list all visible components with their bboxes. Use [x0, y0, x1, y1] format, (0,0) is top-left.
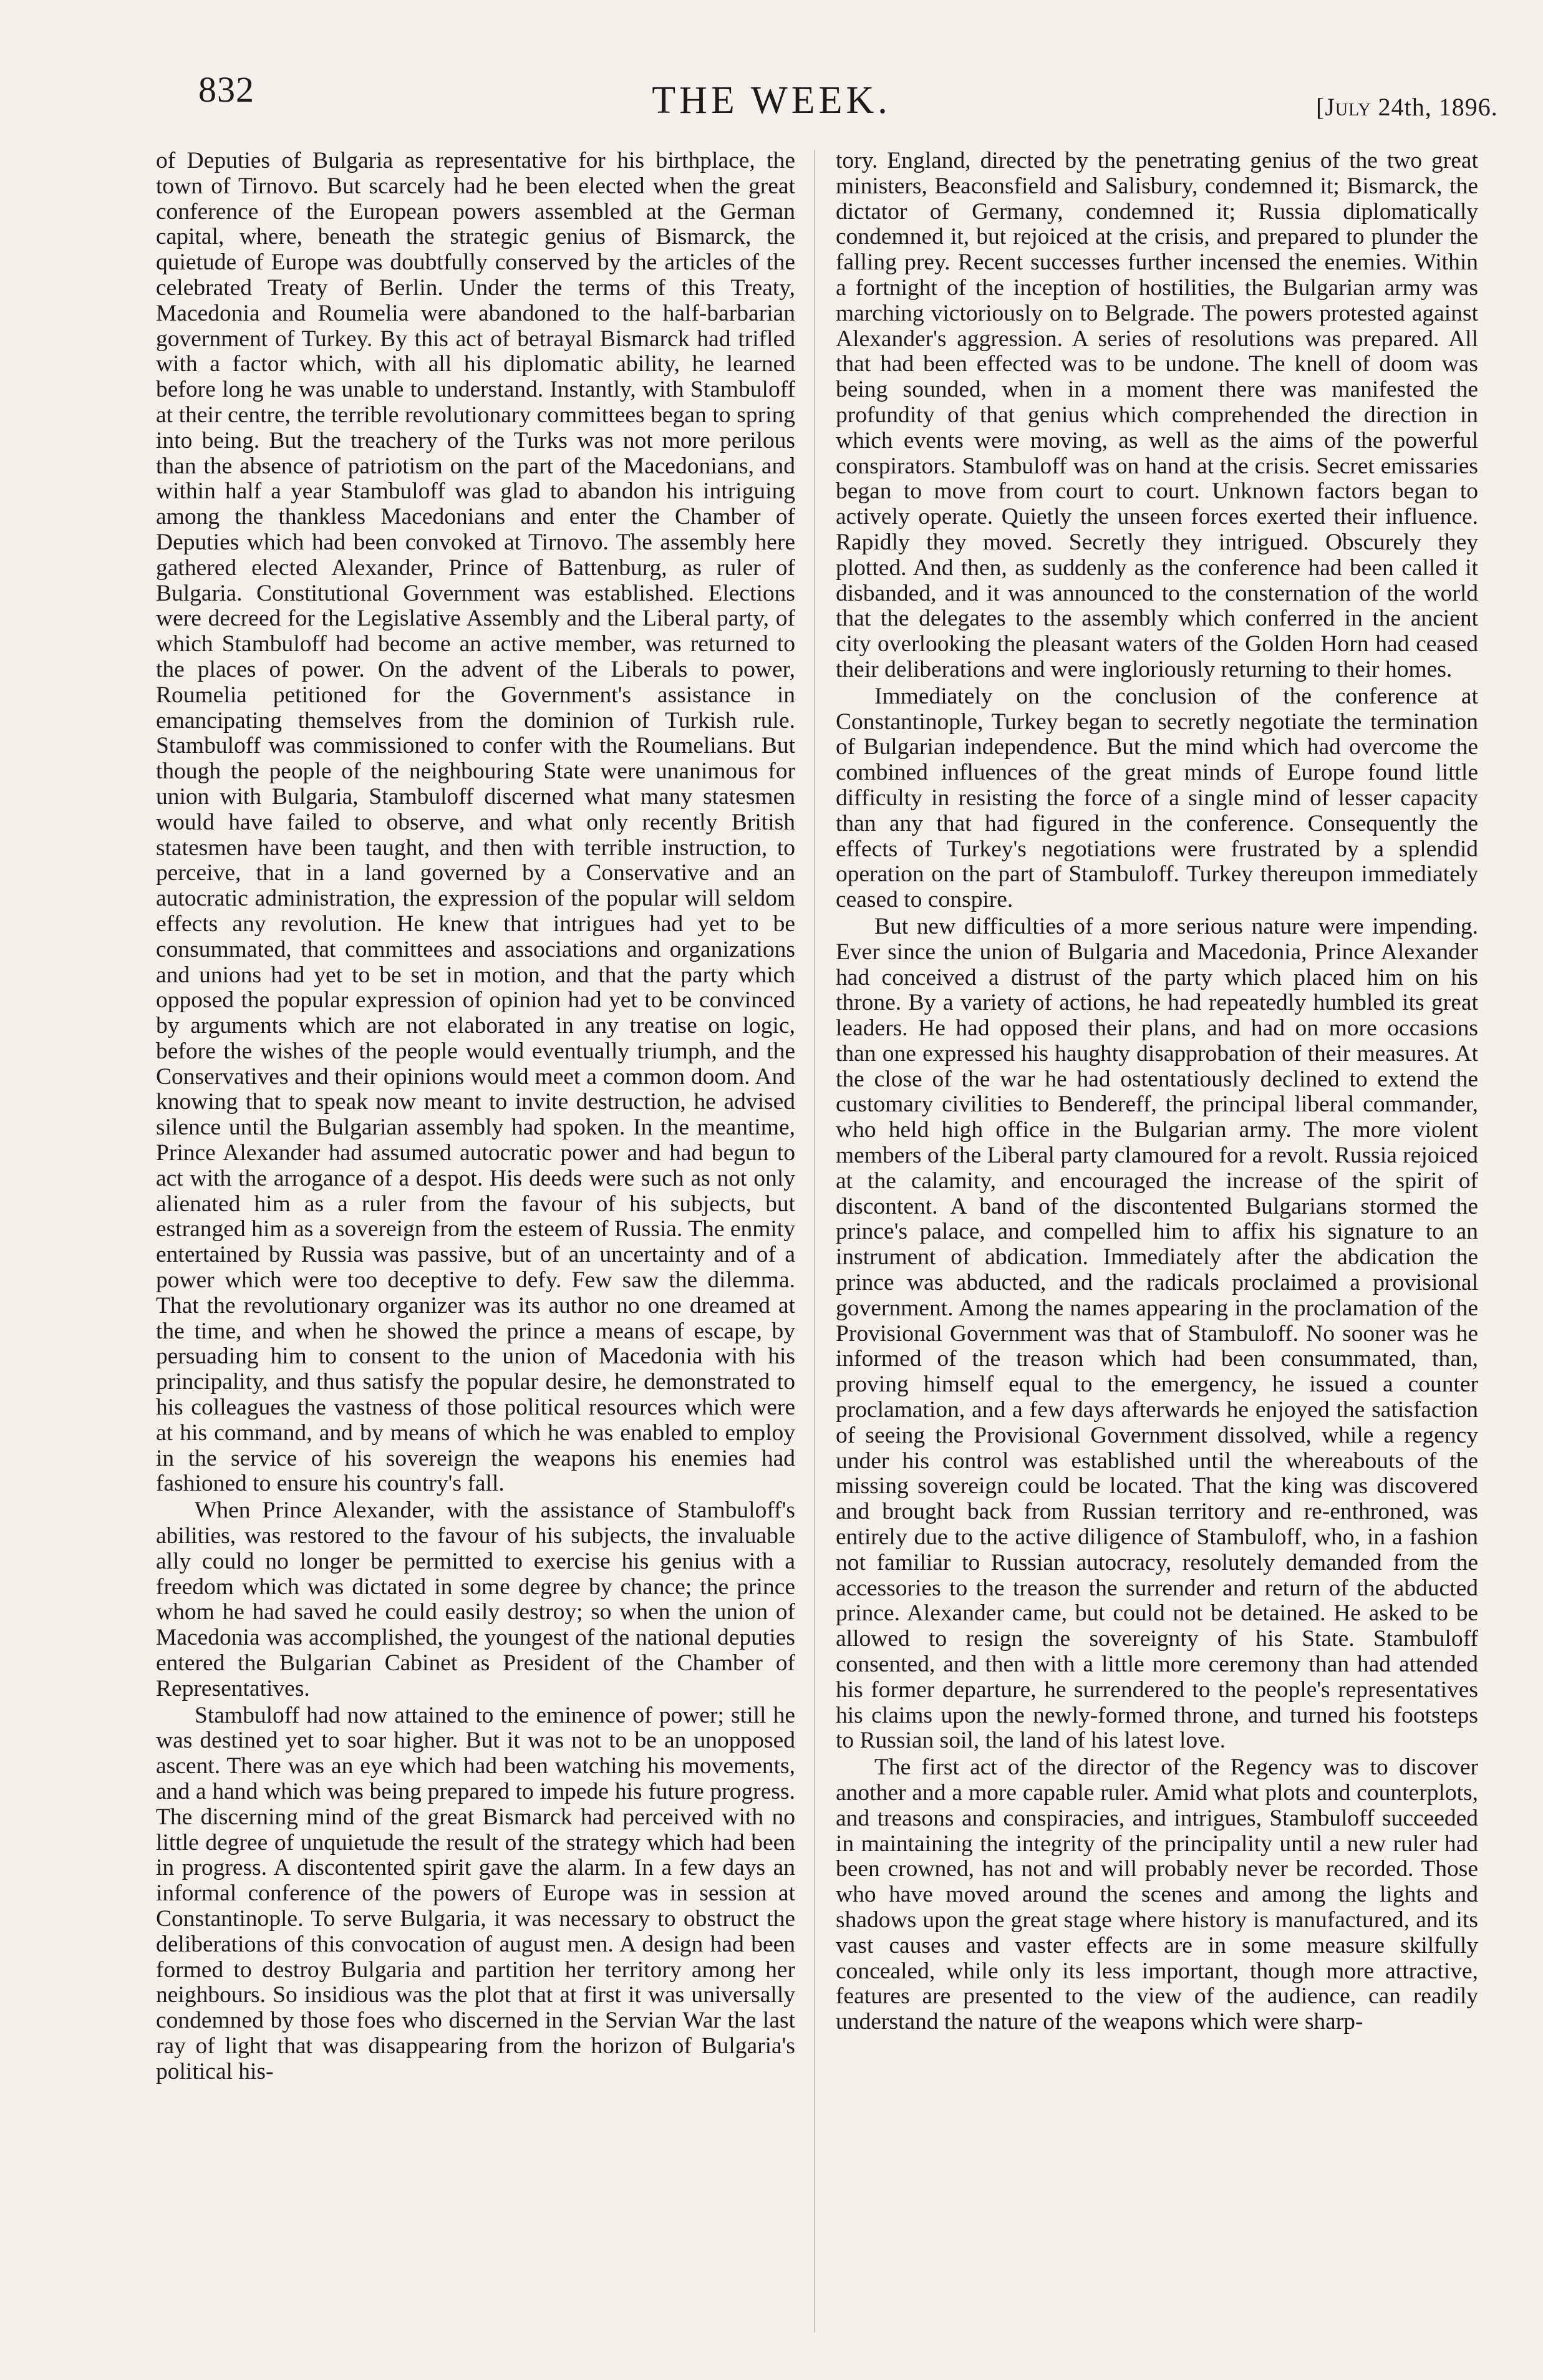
page-header	[0, 69, 1543, 137]
issue-day-year: 24th, 1896.	[1371, 93, 1498, 121]
paragraph: tory. England, directed by the penetrating genius of the two great ministers, Beaconsfield and Salisbury, condemned it; Bismarck, the dictator of Germany, condemned it; Russia diplomatically condemned it, but rejoiced at the crisis, and prepared to plunder the falling prey. Recent successes further incensed the enemies. Within a fortnight of the inception of hostilities, the Bulgarian army was marching victoriously on to Belgrade. The powers protested against Alexander's aggression. A series of resolutions was prepared. All that had been effected was to be undone. The knell of doom was being sounded, when in a moment there was manifested the profundity of that genius which comprehended the direction in which events were moving, as well as the aims of the powerful conspirators. Stambuloff was on hand at the crisis. Secret emissaries began to move from court to court. Unknown factors began to actively operate. Quietly the unseen forces exerted their influence. Rapidly they moved. Secretly they intrigued. Obscurely they plotted. And then, as suddenly as the conference had been called it disbanded, and it was announced to the consternation of the world that the delegates to the assembly which conferred in the ancient city overlooking the pleasant waters of the Golden Horn had ceased their deliberations and were ingloriously returning to their homes.	[836, 148, 1478, 682]
paragraph: When Prince Alexander, with the assistance of Stambuloff's abilities, was restored to the favour of his subjects, the invaluable ally could no longer be permitted to exercise his genius with a freedom which was dictated in some degree by chance; the prince whom he had saved he could easily destroy; so when the union of Macedonia was accomplished, the youngest of the national deputies entered the Bulgarian Cabinet as President of the Chamber of Representatives.	[156, 1497, 795, 1701]
issue-bracket: [	[1316, 93, 1325, 121]
paragraph: But new difficulties of a more serious nature were impending. Ever since the union of Bulgaria and Macedonia, Prince Alexander had conceived a distrust of the party which placed him on his throne. By a variety of actions, he had repeatedly humbled its great leaders. He had opposed their plans, and had on more occasions than one expressed his haughty disapprobation of their measures. At the close of the war he had ostentatiously declined to extend the customary civilities to Bendereff, the principal liberal commander, who held high office in the Bulgarian army. The more violent members of the Liberal party clamoured for a revolt. Russia rejoiced at the calamity, and encouraged the increase of the spirit of discontent. A band of the discontented Bulgarians stormed the prince's palace, and compelled him to affix his signature to an instrument of abdication. Immediately after the abdication the prince was abducted, and the radicals proclaimed a provisional government. Among the names appearing in the proclamation of the Provisional Government was that of Stambuloff. No sooner was he informed of the treason which had been consummated, than, proving himself equal to the emergency, he issued a counter proclamation, and a few days afterwards he enjoyed the satisfaction of seeing the Provisional Government dissolved, while a regency under his control was established until the whereabouts of the missing sovereign could be located. That the king was discovered and brought back from Russian territory and re-enthroned, was entirely due to the active diligence of Stambuloff, who, in a fashion not familiar to Russian autocracy, resolutely demanded from the accessories to the treason the surrender and return of the abducted prince. Alexander came, but could not be detained. He asked to be allowed to resign the sovereignty of his State. Stambuloff consented, and then with a little more ceremony than had attended his former departure, he surrendered to the people's representatives his claims upon the newly-formed throne, and turned his footsteps to Russian soil, the land of his latest love.	[836, 913, 1478, 1754]
journal-title: THE WEEK.	[652, 79, 891, 122]
page-number: 832	[198, 69, 254, 110]
column-divider	[814, 150, 815, 2333]
paragraph: The first act of the director of the Regency was to discover another and a more capable ruler. Amid what plots and counterplots, and treasons and conspiracies, and intrigues, Stambuloff succeeded in maintaining the integrity of the principality until a new ruler had been crowned, has not and will probably never be recorded. Those who have moved around the scenes and among the lights and shadows upon the great stage where history is manufactured, and its vast causes and vaster effects are in some measure skilfully concealed, while only its less important, though more attractive, features are presented to the view of the audience, can readily understand the nature of the weapons which were sharp-	[836, 1754, 1478, 2035]
issue-month: July	[1325, 93, 1371, 121]
article-column-right	[836, 148, 1478, 2344]
issue-date	[1316, 92, 1498, 122]
paragraph: Immediately on the conclusion of the conference at Constantinople, Turkey began to secretly negotiate the termination of Bulgarian independence. But the mind which had overcome the combined influences of the great minds of Europe found little difficulty in resisting the force of a single mind of lesser capacity than any that had figured in the conference. Consequently the effects of Turkey's negotiations were frustrated by a splendid operation on the part of Stambuloff. Turkey thereupon immediately ceased to conspire.	[836, 683, 1478, 913]
paragraph: of Deputies of Bulgaria as representative for his birthplace, the town of Tirnovo. But scarcely had he been elected when the great conference of the European powers assembled at the German capital, where, beneath the strategic genius of Bismarck, the quietude of Europe was doubtfully conserved by the articles of the celebrated Treaty of Berlin. Under the terms of this Treaty, Macedonia and Roumelia were abandoned to the half-barbarian government of Turkey. By this act of betrayal Bismarck had trifled with a factor which, with all his diplomatic ability, he learned before long he was unable to understand. Instantly, with Stambuloff at their centre, the terrible revolutionary committees began to spring into being. But the treachery of the Turks was not more perilous than the absence of patriotism on the part of the Macedonians, and within half a year Stambuloff was glad to abandon his intriguing among the thankless Macedonians and enter the Chamber of Deputies which had been convoked at Tirnovo. The assembly here gathered elected Alexander, Prince of Battenburg, as ruler of Bulgaria. Constitutional Government was established. Elections were decreed for the Legislative Assembly and the Liberal party, of which Stambuloff had become an active member, was returned to the places of power. On the advent of the Liberals to power, Roumelia petitioned for the Government's assistance in emancipating themselves from the dominion of Turkish rule. Stambuloff was commissioned to confer with the Roumelians. But though the people of the neighbouring State were unanimous for union with Bulgaria, Stambuloff discerned what many statesmen would have failed to observe, and what only recently British statesmen have been taught, and then with terrible instruction, to perceive, that in a land governed by a Conservative and an autocratic administration, the expression of the popular will seldom effects any revolution. He knew that intrigues had yet to be consummated, that committees and associations and organizations and unions had yet to be set in motion, and that the party which opposed the popular expression of opinion had yet to be convinced by arguments which are not elaborated in any treatise on logic, before the wishes of the people would eventually triumph, and the Conservatives and their opinions would meet a common doom. And knowing that to speak now meant to invite destruction, he advised silence until the Bulgarian assembly had spoken. In the meantime, Prince Alexander had assumed autocratic power and had begun to act with the arrogance of a despot. His deeds were such as not only alienated him as a ruler from the favour of his subjects, but estranged him as a sovereign from the esteem of Russia. The enmity entertained by Russia was passive, but of an uncertainty and of a power which were too deceptive to defy. Few saw the dilemma. That the revolutionary organizer was its author no one dreamed at the time, and when he showed the prince a means of escape, by persuading him to consent to the union of Macedonia with his principality, and thus satisfy the popular desire, he demonstrated to his colleagues the vastness of those political resources which were at his command, and by means of which he was enabled to employ in the service of his sovereign the weapons his enemies had fashioned to ensure his country's fall.	[156, 148, 795, 1497]
paragraph: Stambuloff had now attained to the eminence of power; still he was destined yet to soar higher. But it was not to be an unopposed ascent. There was an eye which had been watching his movements, and a hand which was being prepared to impede his future progress. The discerning mind of the great Bismarck had perceived with no little degree of unquietude the result of the strategy which had been in progress. A discontented spirit gave the alarm. In a few days an informal conference of the powers of Europe was in session at Constantinople. To serve Bulgaria, it was necessary to obstruct the deliberations of this convocation of august men. A design had been formed to destroy Bulgaria and partition her territory among her neighbours. So insidious was the plot that at first it was universally condemned by those foes who discerned in the Servian War the last ray of light that was disappearing from the horizon of Bulgaria's political his-	[156, 1702, 795, 2084]
article-column-left	[156, 148, 795, 2344]
